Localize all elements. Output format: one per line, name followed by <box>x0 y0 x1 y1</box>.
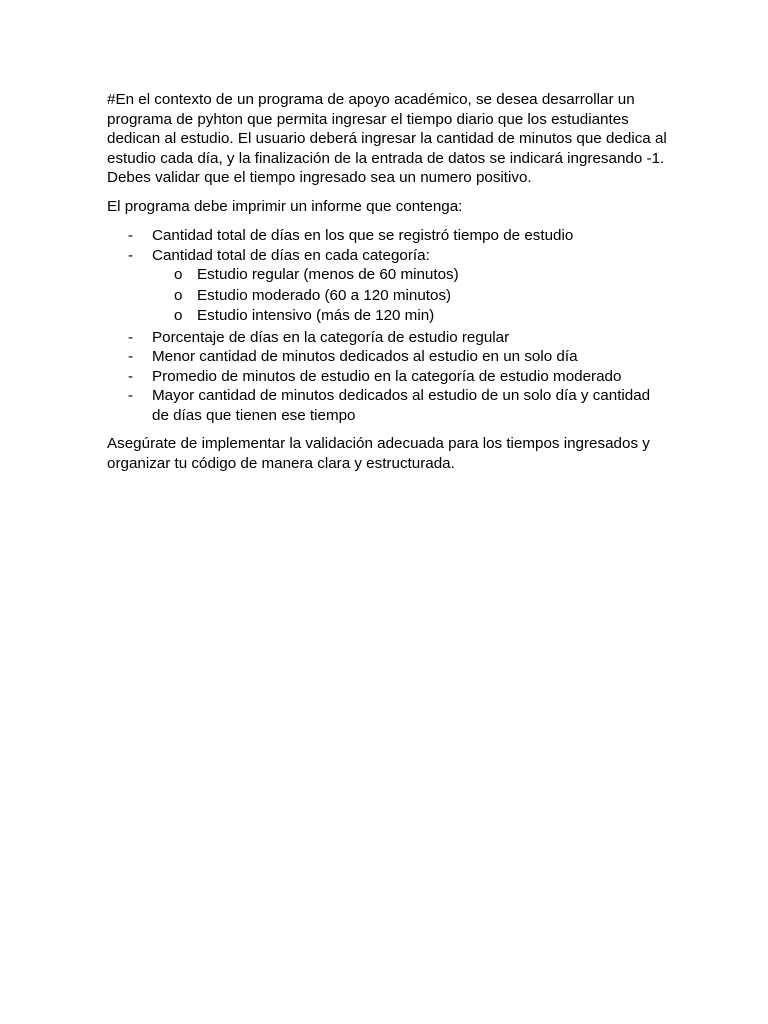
list-item-text: Promedio de minutos de estudio en la categoría de estudio moderado <box>152 367 622 385</box>
circle-bullet: o <box>174 307 183 324</box>
sub-list-item-text: Estudio intensivo (más de 120 min) <box>197 307 435 324</box>
intro-paragraph: #En el contexto de un programa de apoyo académico, se desea desarrollar un programa de pyhton que permita ingresar el tiempo diario que los estudiantes dedican al estudio. El usuario deberá ingresar la cantidad de minutos que dedica al estudio cada día, y la finalización de la entrada de datos se indicará ingresando -1. Debes validar que el tiempo ingresado sea un numero positivo. <box>107 91 667 186</box>
list-item-text: Porcentaje de días en la categoría de estudio regular <box>152 328 510 346</box>
sub-list-item <box>152 286 667 307</box>
list-item <box>107 226 667 246</box>
list-item-text: Mayor cantidad de minutos dedicados al estudio de un solo día y cantidad de días que tienen ese tiempo <box>152 387 651 424</box>
sub-list-item <box>152 265 667 286</box>
list-item <box>107 367 667 387</box>
dash-bullet: - <box>128 387 134 404</box>
list-item-text: Cantidad total de días en los que se registró tiempo de estudio <box>152 227 574 244</box>
closing-paragraph: Asegúrate de implementar la validación adecuada para los tiempos ingresados y organizar tu código de manera clara y estructurada. <box>107 435 650 472</box>
dash-bullet: - <box>128 328 134 346</box>
list-item-text: Menor cantidad de minutos dedicados al estudio en un solo día <box>152 348 578 365</box>
document-page <box>107 90 667 473</box>
category-sub-list <box>152 265 667 327</box>
list-item <box>107 347 667 367</box>
list-item <box>107 386 667 425</box>
circle-bullet: o <box>174 266 183 283</box>
sub-list-item-text: Estudio regular (menos de 60 minutos) <box>197 266 459 283</box>
circle-bullet: o <box>174 286 183 304</box>
list-item <box>107 246 667 327</box>
list-item <box>107 328 667 348</box>
dash-bullet: - <box>128 348 134 365</box>
sub-list-item-text: Estudio moderado (60 a 120 minutos) <box>197 286 452 304</box>
report-lead-paragraph: El programa debe imprimir un informe que contenga: <box>107 197 463 215</box>
sub-list-item <box>152 306 667 327</box>
report-requirements-list <box>107 226 667 425</box>
dash-bullet: - <box>128 367 134 385</box>
dash-bullet: - <box>128 246 134 264</box>
list-item-text: Cantidad total de días en cada categoría: <box>152 246 430 264</box>
dash-bullet: - <box>128 227 134 244</box>
